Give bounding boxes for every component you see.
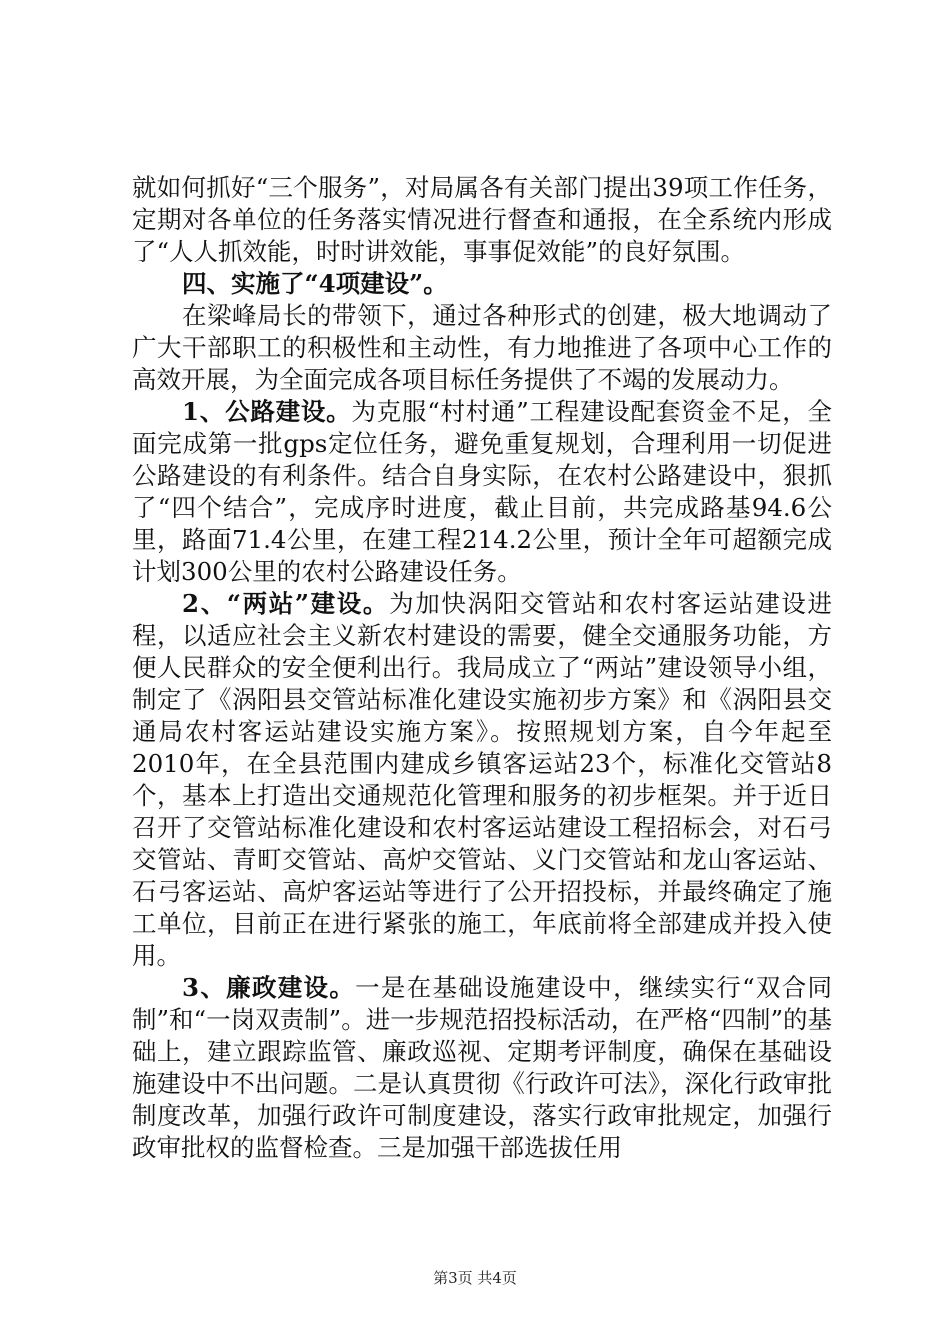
section-heading bbox=[132, 268, 832, 300]
paragraph-text: 为加快涡阳交管站和农村客运站建设进程，以适应社会主义新农村建设的需要，健全交通服务功能，方便人民群众的安全便利出行。我局成立了“两站”建设领导小组，制定了《涡阳县交管站标准化建设实施初步方案》和《涡阳县交通局农村客运站建设实施方案》。按照规划方案，自今年起至2010年，在全县范围内建成乡镇客运站23个，标准化交管站8个，基本上打造出交通规范化管理和服务的初步框架。并于近日召开了交管站标准化建设和农村客运站建设工程招标会，对石弓交管站、青町交管站、高炉交管站、义门交管站和龙山客运站、石弓客运站、高炉客运站等进行了公开招投标，并最终确定了施工单位，目前正在进行紧张的施工，年底前将全部建成并投入使用。 bbox=[132, 589, 833, 970]
paragraph-two-stations bbox=[132, 588, 832, 972]
paragraph-intro bbox=[132, 300, 832, 396]
page-number-label: 第3页 共4页 bbox=[433, 1269, 517, 1287]
document-body bbox=[132, 172, 832, 1164]
section-heading-text: 四、实施了“4项建设”。 bbox=[182, 269, 448, 298]
paragraph-lead-title: 3、廉政建设。 bbox=[182, 973, 356, 1002]
paragraph-integrity bbox=[132, 972, 832, 1164]
paragraph-lead-title: 2、“两站”建设。 bbox=[182, 589, 390, 618]
page-footer bbox=[0, 1268, 950, 1288]
paragraph-text: 就如何抓好“三个服务”，对局属各有关部门提出39项工作任务，定期对各单位的任务落实情况进行督查和通报，在全系统内形成了“人人抓效能，时时讲效能，事事促效能”的良好氛围。 bbox=[132, 173, 832, 266]
paragraph-continuation bbox=[132, 172, 832, 268]
paragraph-lead-title: 1、公路建设。 bbox=[182, 397, 352, 426]
paragraph-text: 在梁峰局长的带领下，通过各种形式的创建，极大地调动了广大干部职工的积极性和主动性，有力地推进了各项中心工作的高效开展，为全面完成各项目标任务提供了不竭的发展动力。 bbox=[132, 301, 832, 394]
paragraph-text: 一是在基础设施建设中，继续实行“双合同制”和“一岗双责制”。进一步规范招投标活动，在严格“四制”的基础上，建立跟踪监管、廉政巡视、定期考评制度，确保在基础设施建设中不出问题。二是认真贯彻《行政许可法》，深化行政审批制度改革，加强行政许可制度建设，落实行政审批规定，加强行政审批权的监督检查。三是加强干部选拔任用 bbox=[132, 973, 832, 1162]
paragraph-road-construction bbox=[132, 396, 832, 588]
paragraph-text: 为克服“村村通”工程建设配套资金不足，全面完成第一批gps定位任务，避免重复规划，合理利用一切促进公路建设的有利条件。结合自身实际，在农村公路建设中，狠抓了“四个结合”，完成序时进度，截止目前，共完成路基94.6公里，路面71.4公里，在建工程214.2公里，预计全年可超额完成计划300公里的农村公路建设任务。 bbox=[132, 397, 832, 586]
